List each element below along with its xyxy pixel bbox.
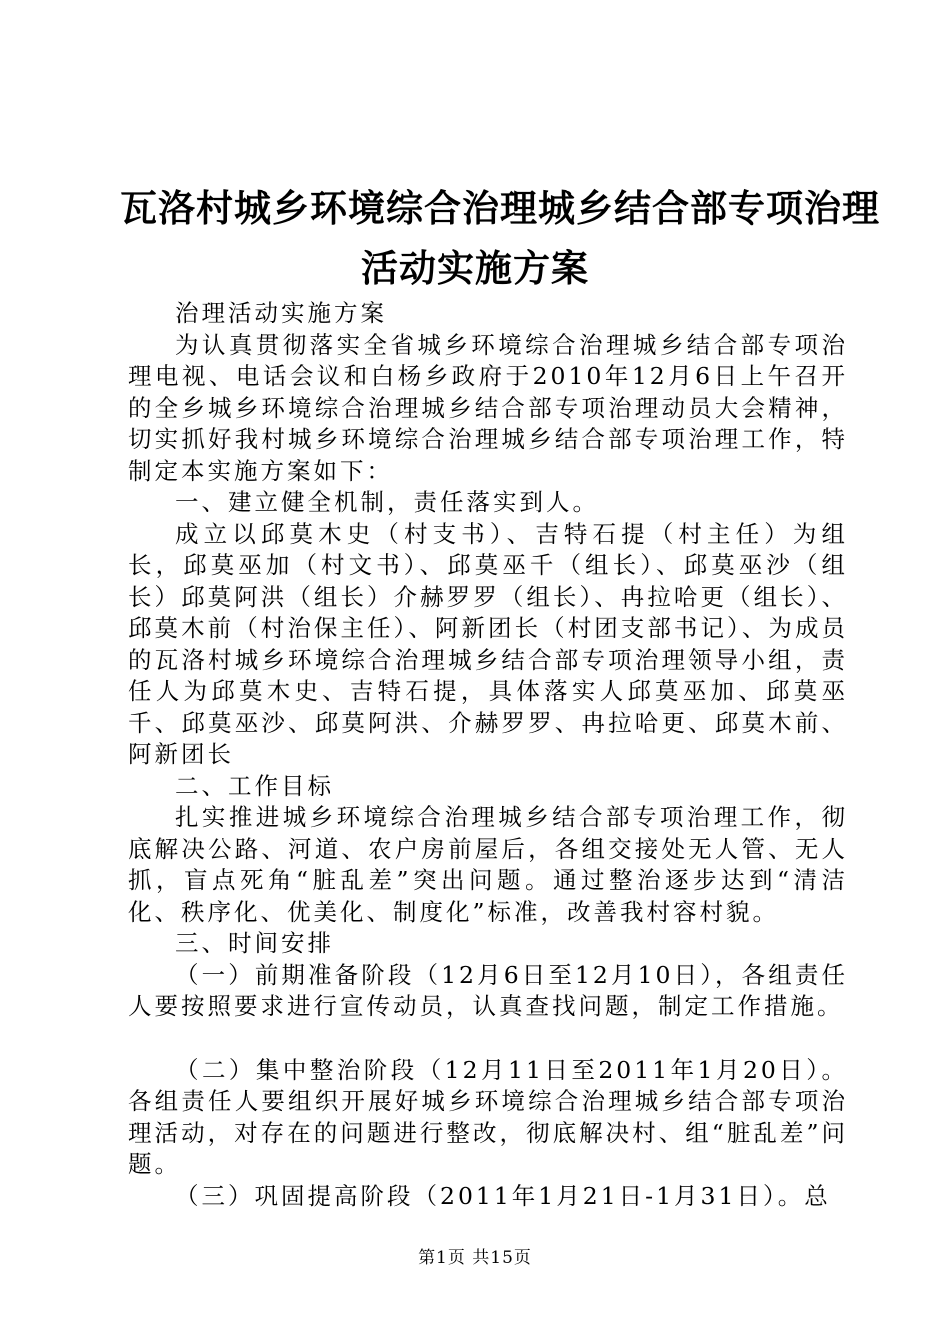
- document-title-line-2: 活动实施方案: [361, 246, 589, 290]
- section-heading-2: 二、工作目标: [175, 771, 334, 800]
- phase-1-paragraph: （一）前期准备阶段（12月6日至12月10日），各组责任人要按照要求进行宣传动员，认真查找问题，制定工作措施。: [128, 960, 848, 1020]
- document-title-line-1: 瓦洛村城乡环境综合治理城乡结合部专项治理: [120, 186, 880, 230]
- goal-paragraph: 扎实推进城乡环境综合治理城乡结合部专项治理工作，彻底解决公路、河道、农户房前屋后，各组交接处无人管、无人抓，盲点死角“脏乱差”突出问题。通过整治逐步达到“清洁化、秩序化、优美化、制度化”标准，改善我村容村貌。: [128, 803, 848, 926]
- phase-3-paragraph: （三）巩固提高阶段（2011年1月21日-1月31日）。总: [175, 1181, 831, 1210]
- phase-2-paragraph: （二）集中整治阶段（12月11日至2011年1月20日）。各组责任人要组织开展好城乡环境综合治理城乡结合部专项治理活动，对存在的问题进行整改，彻底解决村、组“脏乱差”问题。: [128, 1055, 848, 1178]
- page-number-footer: 第1页 共15页: [418, 1248, 532, 1268]
- intro-paragraph: 为认真贯彻落实全省城乡环境综合治理城乡结合部专项治理电视、电话会议和白杨乡政府于2010年12月6日上午召开的全乡城乡环境综合治理城乡结合部专项治理动员大会精神，切实抓好我村城乡环境综合治理城乡结合部专项治理工作，特制定本实施方案如下：: [128, 330, 848, 485]
- section-heading-3: 三、时间安排: [175, 929, 334, 957]
- section-heading-1: 一、建立健全机制，责任落实到人。: [175, 488, 599, 516]
- document-body: [128, 298, 848, 1212]
- leadership-paragraph: 成立以邱莫木史（村支书）、吉特石提（村主任）为组长，邱莫巫加（村文书）、邱莫巫千（组长）、邱莫巫沙（组长）邱莫阿洪（组长）介赫罗罗（组长）、冉拉哈更（组长）、邱莫木前（村治保主任）、阿新团长（村团支部书记）、为成员的瓦洛村城乡环境综合治理城乡结合部专项治理领导小组，责任人为邱莫木史、吉特石提，具体落实人邱莫巫加、邱莫巫千、邱莫巫沙、邱莫阿洪、介赫罗罗、冉拉哈更、邱莫木前、阿新团长: [128, 519, 848, 768]
- subtitle-paragraph: 治理活动实施方案: [175, 299, 387, 327]
